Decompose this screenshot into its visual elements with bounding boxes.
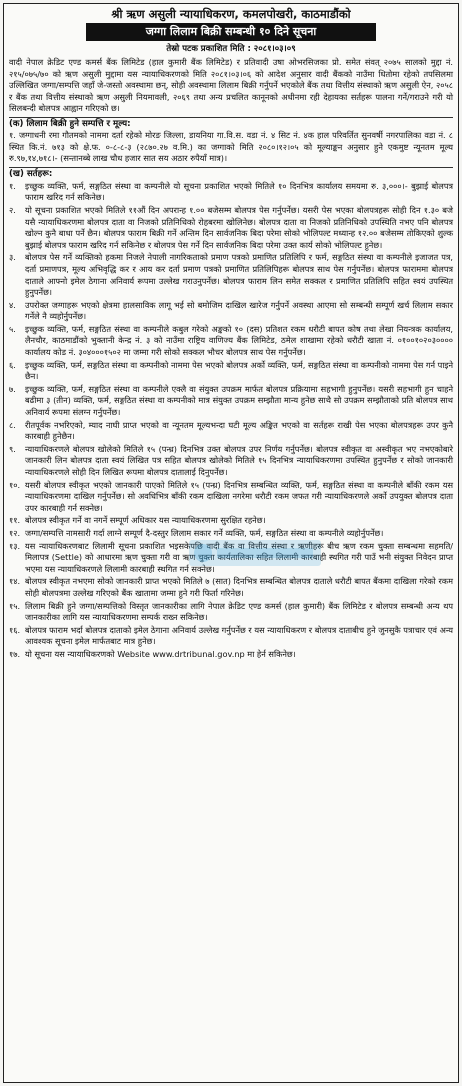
condition-item (9, 205, 453, 251)
section-a-heading: (क) लिलाम बिक्री हुने सम्पत्ति र मूल्य: (9, 117, 453, 130)
notice-title-banner: जग्गा लिलाम बिक्री सम्बन्धी १० दिने सूचना (86, 23, 376, 41)
condition-item (9, 444, 453, 479)
condition-text: इच्छुक व्यक्ति, फर्म, सङ्गठित संस्था वा कम्पनीले कबुल गरेको अङ्कको १० (दस) प्रतिशत रकम धरौटी बापत कोष तथा लेखा नियन्त्रक कार्यालय, लैनचौर, काठमाडौंको भुक्तानी केन्द्र नं. ३ को नाउँमा राष्ट्रिय वाणिज्य बैंक लिमिटेड, ठमेल शाखामा रहेको धरौटी खाता नं. ०१००१०२०३०००० कार्यालय कोड नं. ३०४०००१५०२ मा जम्मा गरी सोको सक्कल भौचर बोलपत्र साथ पेस गर्नुपर्नेछ। (25, 323, 453, 358)
condition-item (9, 601, 453, 624)
condition-item (9, 625, 453, 648)
condition-text: रीतपूर्वक नभरिएको, म्याद नाघी प्राप्त भएको वा न्यूनतम मूल्यभन्दा घटी मूल्य अङ्कित भएको वा सर्तहरू राखी पेस भएका बोलपत्रहरू उपर कुनै कारबाही हुनेछैन। (25, 419, 453, 442)
condition-text: यस न्यायाधिकरणबाट लिलामी सूचना प्रकाशित भइसकेपछि वादी बैंक वा वित्तीय संस्था र ऋणीहरू बीच ऋण रकम चुक्ता सम्बन्धमा सहमति/मिलापत्र (Settle) को आधारमा ऋण चुक्ता गरी वा ऋण चुक्ता कार्यतालिका सहित लिलामी कारबाही स्थगित गरी पाउँ भनी संयुक्त निवेदन प्राप्त भएमा यस न्यायाधिकरणले लिलामी कारबाही स्थगित गर्न सक्नेछ। (25, 540, 453, 574)
condition-number: ४. (9, 299, 16, 310)
section-b-heading: (ख) सर्तहरू: (9, 167, 453, 180)
condition-number: २. (9, 204, 16, 215)
condition-text: बोलपत्र फाराम भर्दा बोलपत्र दाताको इमेल ठेगाना अनिवार्य उल्लेख गर्नुपर्नेछ र यस न्यायाधिकरण र बोलपत्र दाताबीच हुने जुनसुकै पत्राचार एवं अन्य आवश्यक सूचना इमेल मार्फतबाट मात्र हुनेछ। (25, 624, 453, 647)
condition-number: ५. (9, 323, 16, 334)
condition-item (9, 576, 453, 599)
condition-number: १४. (9, 576, 21, 587)
condition-number: १३. (9, 540, 21, 551)
condition-text: बोलपत्र स्वीकृत गर्ने वा नगर्ने सम्पूर्ण अधिकार यस न्यायाधिकरणमा सुरक्षित रहनेछ। (25, 515, 266, 526)
condition-text: उपरोक्त जग्गाहरू भएको क्षेत्रमा हालसाविक लागू भई सो बमोजिम दाखिल खारेज गर्नुपर्ने अवस्था आएमा सो सम्बन्धी सम्पूर्ण खर्च लिलाम सकार गर्नेले नै व्यहोर्नुपर्नेछ। (25, 299, 453, 322)
condition-number: १. (9, 180, 16, 191)
property-description: १. जग्गाधनी रमा गौतमको नाममा दर्ता रहेको मोरङ जिल्ला, डायनिया गा.वि.स. वडा नं. ४ सिट नं. ४क हाल परिवर्तित सुनवर्षी नगरपालिका वडा नं. ८ स्थित कि.नं. ७१३ को क्षे.फ. ०-८-८-३ (२८७०.२७ व.मि.) का जग्गाको मिति २०८०।१२।०५ को मूल्याङ्कन अनुसार हुने एकमुष्ट न्यूनतम मूल्य रु.९७,१४,७१८।- (सन्तानब्बे लाख चौध हजार सात सय अठार रुपैयाँ मात्र)। (9, 129, 453, 164)
notice-sheet (3, 3, 459, 1083)
condition-text: इच्छुक व्यक्ति, फर्म, सङ्गठित संस्था वा कम्पनीले यो सूचना प्रकाशित भएको मितिले १० दिनभित्र कार्यालय समयमा रु. ३,०००।- बुझाई बोलपत्र फाराम खरिद गर्न सकिनेछ। (25, 180, 453, 203)
condition-number: १६. (9, 624, 21, 635)
condition-number: ९. (9, 443, 16, 454)
condition-item (9, 515, 453, 527)
condition-item (9, 649, 453, 661)
condition-item (9, 360, 453, 383)
condition-item (9, 252, 453, 298)
condition-number: ६. (9, 359, 16, 370)
condition-text: इच्छुक व्यक्ति, फर्म, सङ्गठित संस्था वा कम्पनीले एक्लै वा संयुक्त उपक्रम मार्फत बोलपत्र प्रक्रियामा सहभागी हुनुपर्नेछ। यसरी सहभागी हुन चाहने बढीमा ३ (तीन) व्यक्ति, फर्म, सङ्गठित संस्था वा कम्पनीको मात्र संयुक्त उपक्रम सम्झौता मान्य हुनेछ साथै सो उपक्रम सम्झौताको प्रति बोलपत्र साथ अनिवार्य रूपमा संलग्न गर्नुपर्नेछ। (25, 383, 453, 418)
condition-number: ११. (9, 515, 21, 526)
condition-number: १७. (9, 648, 21, 659)
condition-item (9, 384, 453, 419)
condition-item (9, 324, 453, 359)
condition-item (9, 181, 453, 204)
condition-item (9, 480, 453, 515)
condition-number: १५. (9, 600, 21, 611)
condition-text: इच्छुक व्यक्ति, फर्म, सङ्गठित संस्था वा कम्पनीको नाममा पेस भएको बोलपत्र अर्को व्यक्ति, फर्म, सङ्गठित संस्था वा कम्पनीको नाममा पेस गर्न पाइने छैन। (25, 359, 453, 382)
condition-text: यो सूचना यस न्यायाधिकरणको Website www.drtribunal.gov.np मा हेर्न सकिनेछ। (25, 648, 296, 659)
condition-number: १२. (9, 527, 21, 538)
publication-date: तेस्रो पटक प्रकाशित मिति : २०८१।०३।०९ (166, 44, 296, 54)
condition-item (9, 300, 453, 323)
condition-text: बोलपत्र पेस गर्ने व्यक्तिको हकमा निजले नेपाली नागरिकताको प्रमाण पत्रको प्रमाणित प्रतिलिपि र फर्म, सङ्गठित संस्था वा कम्पनीले इजाजत पत्र, दर्ता प्रमाणपत्र, मूल्य अभिवृद्धि कर र आय कर दर्ता प्रमाण पत्रको प्रमाणित प्रतिलिपिहरू बोलपत्र साथ पेस गर्नुपर्नेछ। बोलपत्र फाराममा बोलपत्र दाताले आफ्नो इमेल ठेगाना अनिवार्य रूपमा उल्लेख गराउनुपर्नेछ। बोलपत्र फाराम लिन समेत सक्कल र प्रमाणित प्रतिलिपि सहित स्वयं उपस्थित हुनुपर्नेछ। (25, 252, 453, 298)
condition-item (9, 420, 453, 443)
conditions-list (9, 181, 453, 661)
condition-item (9, 528, 453, 540)
condition-text: न्यायाधिकरणले बोलपत्र खोलेको मितिले १५ (पन्ध्र) दिनभित्र उक्त बोलपत्र उपर निर्णय गर्नुपर्नेछ। बोलपत्र स्वीकृत वा अस्वीकृत भए नभएकोबारे जानकारी लिन बोलपत्र दाता स्वयं लिखित पत्र सहित बोलपत्र खोलेको मितिले १५ दिनभित्र न्यायाधिकरणमा उपस्थित हुनुपर्नेछ र सोको जानकारी न्यायाधिकरणले सोही दिन लिखित रूपमा बोलपत्र दातालाई दिनुपर्नेछ। (25, 443, 453, 477)
condition-text: जग्गा/सम्पत्ति नामसारी गर्दा लाग्ने सम्पूर्ण दै-दस्तुर लिलाम सकार गर्ने व्यक्ति, फर्म, सङ्गठित संस्था वा कम्पनीले व्यहोर्नुपर्नेछ। (25, 527, 384, 538)
condition-number: १०. (9, 479, 21, 490)
condition-number: ७. (9, 383, 16, 394)
condition-text: लिलाम बिक्री हुने जग्गा/सम्पत्तिको विस्तृत जानकारीका लागि नेपाल क्रेडिट एण्ड कमर्स (हाल कुमारी) बैंक लिमिटेड र बोलपत्र सम्बन्धी अन्य थप जानकारीका लागि यस न्यायाधिकरणमा सम्पर्क राख्न सकिनेछ। (25, 600, 453, 623)
tribunal-title: श्री ऋण असुली न्यायाधिकरण, कमलपोखरी, काठमाडौंको (111, 7, 351, 21)
condition-item (9, 541, 453, 576)
intro-paragraph: वादी नेपाल क्रेडिट एण्ड कमर्स बैंक लिमिटेड (हाल कुमारी बैंक लिमिटेड) र प्रतिवादी उषा ओभरसिजका प्रो. समेत संवत् २०७५ सालको मुद्दा नं. २१५/०७५/७० को ऋण असुली मुद्दामा यस न्यायाधिकरणको मिति २०८१।०३।०६ को आदेश अनुसार वादी बैंकको नाउँमा धितोमा रहेको तपसिलमा उल्लिखित जग्गा/सम्पत्ति जहाँ जे-जस्तो अवस्थामा छन्, सोही अवस्थामा लिलाम बिक्री गर्नुपर्ने भएकोले बैंक तथा वित्तीय संस्थाको ऋण असुली ऐन, २०५८ र बैंक तथा वित्तीय संस्थाको ऋण असुली नियमावली, २०६९ तथा अन्य प्रचलित कानूनको अधीनमा रही देहायका सर्तहरू पालना गर्ने/गराउने गरी यो सिलबन्दी बोलपत्र आह्वान गरिएको छ। (9, 57, 453, 114)
condition-number: ३. (9, 252, 16, 263)
condition-number: ८. (9, 419, 16, 430)
condition-text: यो सूचना प्रकाशित भएको मितिले ११औं दिन अपरान्ह १.०० बजेसम्म बोलपत्र पेस गर्नुपर्नेछ। यसरी पेस भएका बोलपत्रहरू सोही दिन १.३० बजे यसै न्यायाधिकरणमा बोलपत्र दाता वा निजको प्रतिनिधिको रोहबरमा खोलिनेछ। बोलपत्र दाता वा निजको प्रतिनिधिको उपस्थिति नभए पनि बोलपत्र खोल्न कुनै बाधा पर्ने छैन। बोलपत्र फाराम बिक्री गर्ने अन्तिम दिन सार्वजनिक बिदा परेमा सोको भोलिपल्ट मध्यान्ह १२.०० बजेसम्म तोकिएको शुल्क बुझाई बोलपत्र फाराम खरिद गर्न सकिनेछ र बोलपत्र पेस गर्ने दिन सार्वजनिक बिदा परेमा उक्त कार्य सोको भोलिपल्ट हुनेछ। (25, 204, 453, 250)
condition-text: बोलपत्र स्वीकृत नभएमा सोको जानकारी प्राप्त भएको मितिले ७ (सात) दिनभित्र सम्बन्धित बोलपत्र दाताले धरौटी बापत बैंकमा दाखिला गरेको रकम सोही बोलपत्रमा उल्लेख गरिएको बैंक खातामा जम्मा हुने गरी फिर्ता गरिनेछ। (25, 576, 453, 598)
condition-text: यसरी बोलपत्र स्वीकृत भएको जानकारी पाएको मितिले १५ (पन्ध्र) दिनभित्र सम्बन्धित व्यक्ति, फर्म, सङ्गठित संस्था वा कम्पनीले बाँकी रकम यस न्यायाधिकरणमा दाखिल गर्नुपर्नेछ। सो अवधिभित्र बाँकी रकम दाखिला नगरेमा धरौटी रकम जफत गरी न्यायाधिकरणले अर्को उपयुक्त बोलपत्र दाता उपर कारबाही गर्न सक्नेछ। (25, 479, 453, 513)
